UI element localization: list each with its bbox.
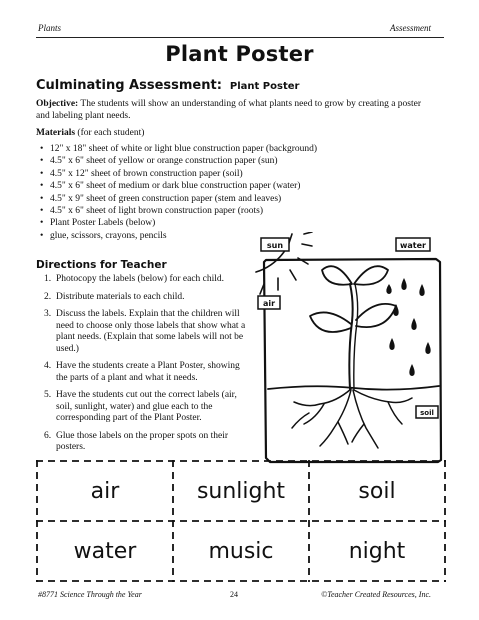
label-card-night: night — [348, 538, 406, 564]
label-card-music: music — [208, 538, 274, 564]
step-text: Photocopy the labels (below) for each child. — [56, 274, 225, 284]
plant-stem — [349, 284, 352, 389]
poster-label-water: water — [400, 241, 426, 250]
label-card-water: water — [73, 538, 137, 564]
materials-item: • Plant Poster Labels (below) — [50, 217, 317, 229]
directions-list — [44, 274, 250, 460]
step-number: 4. — [44, 361, 52, 371]
materials-item: • 4.5" x 6" sheet of yellow or orange construction paper (sun) — [50, 155, 317, 167]
poster-label-sun: sun — [266, 241, 284, 250]
plant-poster-illustration — [254, 232, 444, 464]
label-card-sunlight: sunlight — [196, 478, 286, 504]
poster-frame — [264, 259, 441, 462]
label-card-soil: soil — [358, 478, 396, 504]
page-title: Plant Poster — [165, 42, 314, 66]
materials-note: (for each student) — [75, 128, 145, 138]
subheading-main: Culminating Assessment: — [36, 78, 222, 93]
objective-paragraph — [36, 99, 436, 122]
materials-item: • glue, scissors, crayons, pencils — [50, 230, 317, 242]
materials-item: • 4.5" x 6" sheet of light brown construction paper (roots) — [50, 205, 317, 217]
step-text: Glue those labels on the proper spots on their posters. — [56, 430, 229, 452]
header-divider — [36, 37, 444, 38]
plant-leaf — [310, 312, 351, 332]
objective-label: Objective: — [36, 99, 79, 109]
label-card-air: air — [90, 478, 120, 504]
step-number: 1. — [44, 274, 52, 284]
plant-roots — [292, 389, 412, 448]
direction-step — [44, 361, 250, 384]
poster-label-soil: soil — [420, 409, 434, 417]
header-category-label: Assessment — [390, 23, 431, 33]
materials-item: • 4.5" x 12" sheet of brown construction paper (soil) — [50, 168, 317, 180]
step-text: Distribute materials to each child. — [56, 291, 185, 302]
step-text: Discuss the labels. Explain that the children will need to choose only those labels that show what a plant needs. (Explain that some labels will not be used.) — [56, 309, 246, 354]
footer-page-number: 24 — [230, 590, 238, 599]
step-number: 5. — [44, 390, 52, 400]
materials-list — [40, 143, 317, 242]
step-number: 3. — [44, 309, 52, 319]
step-number: 2. — [44, 291, 52, 302]
materials-item: • 4.5" x 6" sheet of medium or dark blue construction paper (water) — [50, 180, 317, 192]
direction-step — [44, 390, 250, 425]
step-text: Have the students create a Plant Poster, showing the parts of a plant and what it needs. — [56, 361, 240, 383]
label-cards — [36, 460, 446, 582]
materials-item: • 12" x 18" sheet of white or light blue construction paper (background) — [50, 143, 317, 155]
direction-step — [44, 431, 250, 454]
plant-leaf — [322, 266, 352, 285]
directions-heading: Directions for Teacher — [36, 259, 167, 271]
direction-step — [44, 309, 250, 355]
step-number: 6. — [44, 430, 52, 441]
footer-book-title: #8771 Science Through the Year — [38, 590, 142, 599]
materials-heading — [36, 128, 436, 140]
materials-item: • 4.5" x 9" sheet of green construction paper (stem and leaves) — [50, 193, 317, 205]
direction-step — [44, 292, 250, 304]
direction-step — [44, 274, 250, 286]
water-drops-icon — [386, 278, 430, 376]
plant-leaf — [356, 304, 396, 327]
footer-copyright: ©Teacher Created Resources, Inc. — [321, 590, 431, 599]
materials-label: Materials — [36, 128, 76, 138]
subheading-sub: Plant Poster — [229, 81, 300, 92]
step-text: Have the students cut out the correct labels (air, soil, sunlight, water) and glue each to the corresponding part of the Plant Poster. — [56, 390, 237, 423]
header-section-label: Plants — [38, 23, 62, 33]
poster-label-air: air — [262, 299, 276, 308]
subheading — [36, 78, 299, 93]
objective-text: The students will show an understanding of what plants need to grow by creating a poster and labeling plant needs. — [36, 99, 422, 121]
plant-leaf — [354, 266, 388, 285]
